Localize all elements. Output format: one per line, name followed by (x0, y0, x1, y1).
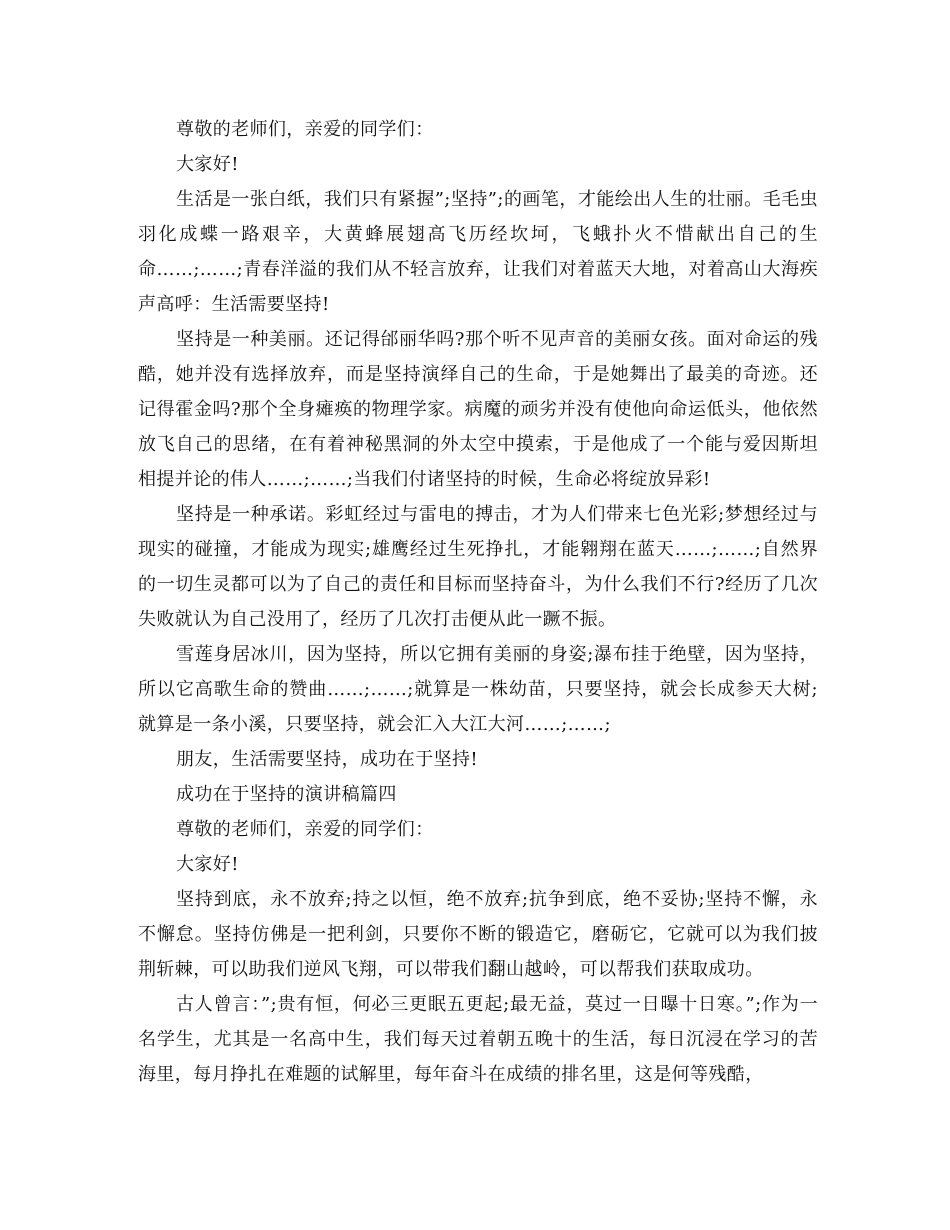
body-paragraph: 坚持是一种美丽。还记得邰丽华吗?那个听不见声音的美丽女孩。面对命运的残酷，她并没有选择放弃，而是坚持演绎自己的生命，于是她舞出了最美的奇迹。还记得霍金吗?那个全身瘫痪的物理学家。病魔的顽劣并没有使他向命运低头，他依然放飞自己的思绪，在有着神秘黑洞的外太空中摸索，于是他成了一个能与爱因斯坦相提并论的伟人……;……;当我们付诸坚持的时候，生命必将绽放异彩! (138, 329, 818, 490)
body-paragraph: 雪莲身居冰川，因为坚持，所以它拥有美丽的身姿;瀑布挂于绝壁，因为坚持，所以它高歌生命的赞曲……;……;就算是一株幼苗，只要坚持，就会长成参天大树;就算是一条小溪，只要坚持，就会汇入大江大河……;……; (138, 644, 818, 735)
body-paragraph: 坚持到底，永不放弃;持之以恒，绝不放弃;抗争到底，绝不妥协;坚持不懈，永不懈怠。坚持仿佛是一把利剑，只要你不断的锻造它，磨砺它，它就可以为我们披荆斩棘，可以助我们逆风飞翔，可以带我们翻山越岭，可以帮我们获取成功。 (138, 889, 818, 980)
hello-paragraph: 大家好! (176, 154, 239, 175)
body-paragraph: 古人曾言：”;贵有恒，何必三更眠五更起;最无益，莫过一日曝十日寒。”;作为一名学生，尤其是一名高中生，我们每天过着朝五晚十的生活，每日沉浸在学习的苦海里，每月挣扎在难题的试解里，每年奋斗在成绩的排名里，这是何等残酷， (138, 994, 818, 1085)
closing-paragraph: 朋友，生活需要坚持，成功在于坚持! (176, 749, 479, 770)
greeting-paragraph: 尊敬的老师们，亲爱的同学们： (176, 119, 434, 140)
section-title: 成功在于坚持的演讲稿篇四 (176, 784, 397, 805)
body-paragraph: 坚持是一种承诺。彩虹经过与雷电的搏击，才为人们带来七色光彩;梦想经过与现实的碰撞，才能成为现实;雄鹰经过生死挣扎，才能翱翔在蓝天……;……;自然界的一切生灵都可以为了自己的责任和目标而坚持奋斗，为什么我们不行?经历了几次失败就认为自己没用了，经历了几次打击便从此一蹶不振。 (138, 504, 818, 630)
hello-paragraph: 大家好! (176, 854, 239, 875)
greeting-paragraph: 尊敬的老师们，亲爱的同学们： (176, 819, 434, 840)
body-paragraph: 生活是一张白纸，我们只有紧握”;坚持”;的画笔，才能绘出人生的壮丽。毛毛虫羽化成蝶一路艰辛，大黄蜂展翅高飞历经坎坷，飞蛾扑火不惜献出自己的生命……;……;青春洋溢的我们从不轻言放弃，让我们对着蓝天大地，对着高山大海疾声高呼：生活需要坚持! (138, 189, 818, 315)
document-body (138, 112, 818, 1092)
